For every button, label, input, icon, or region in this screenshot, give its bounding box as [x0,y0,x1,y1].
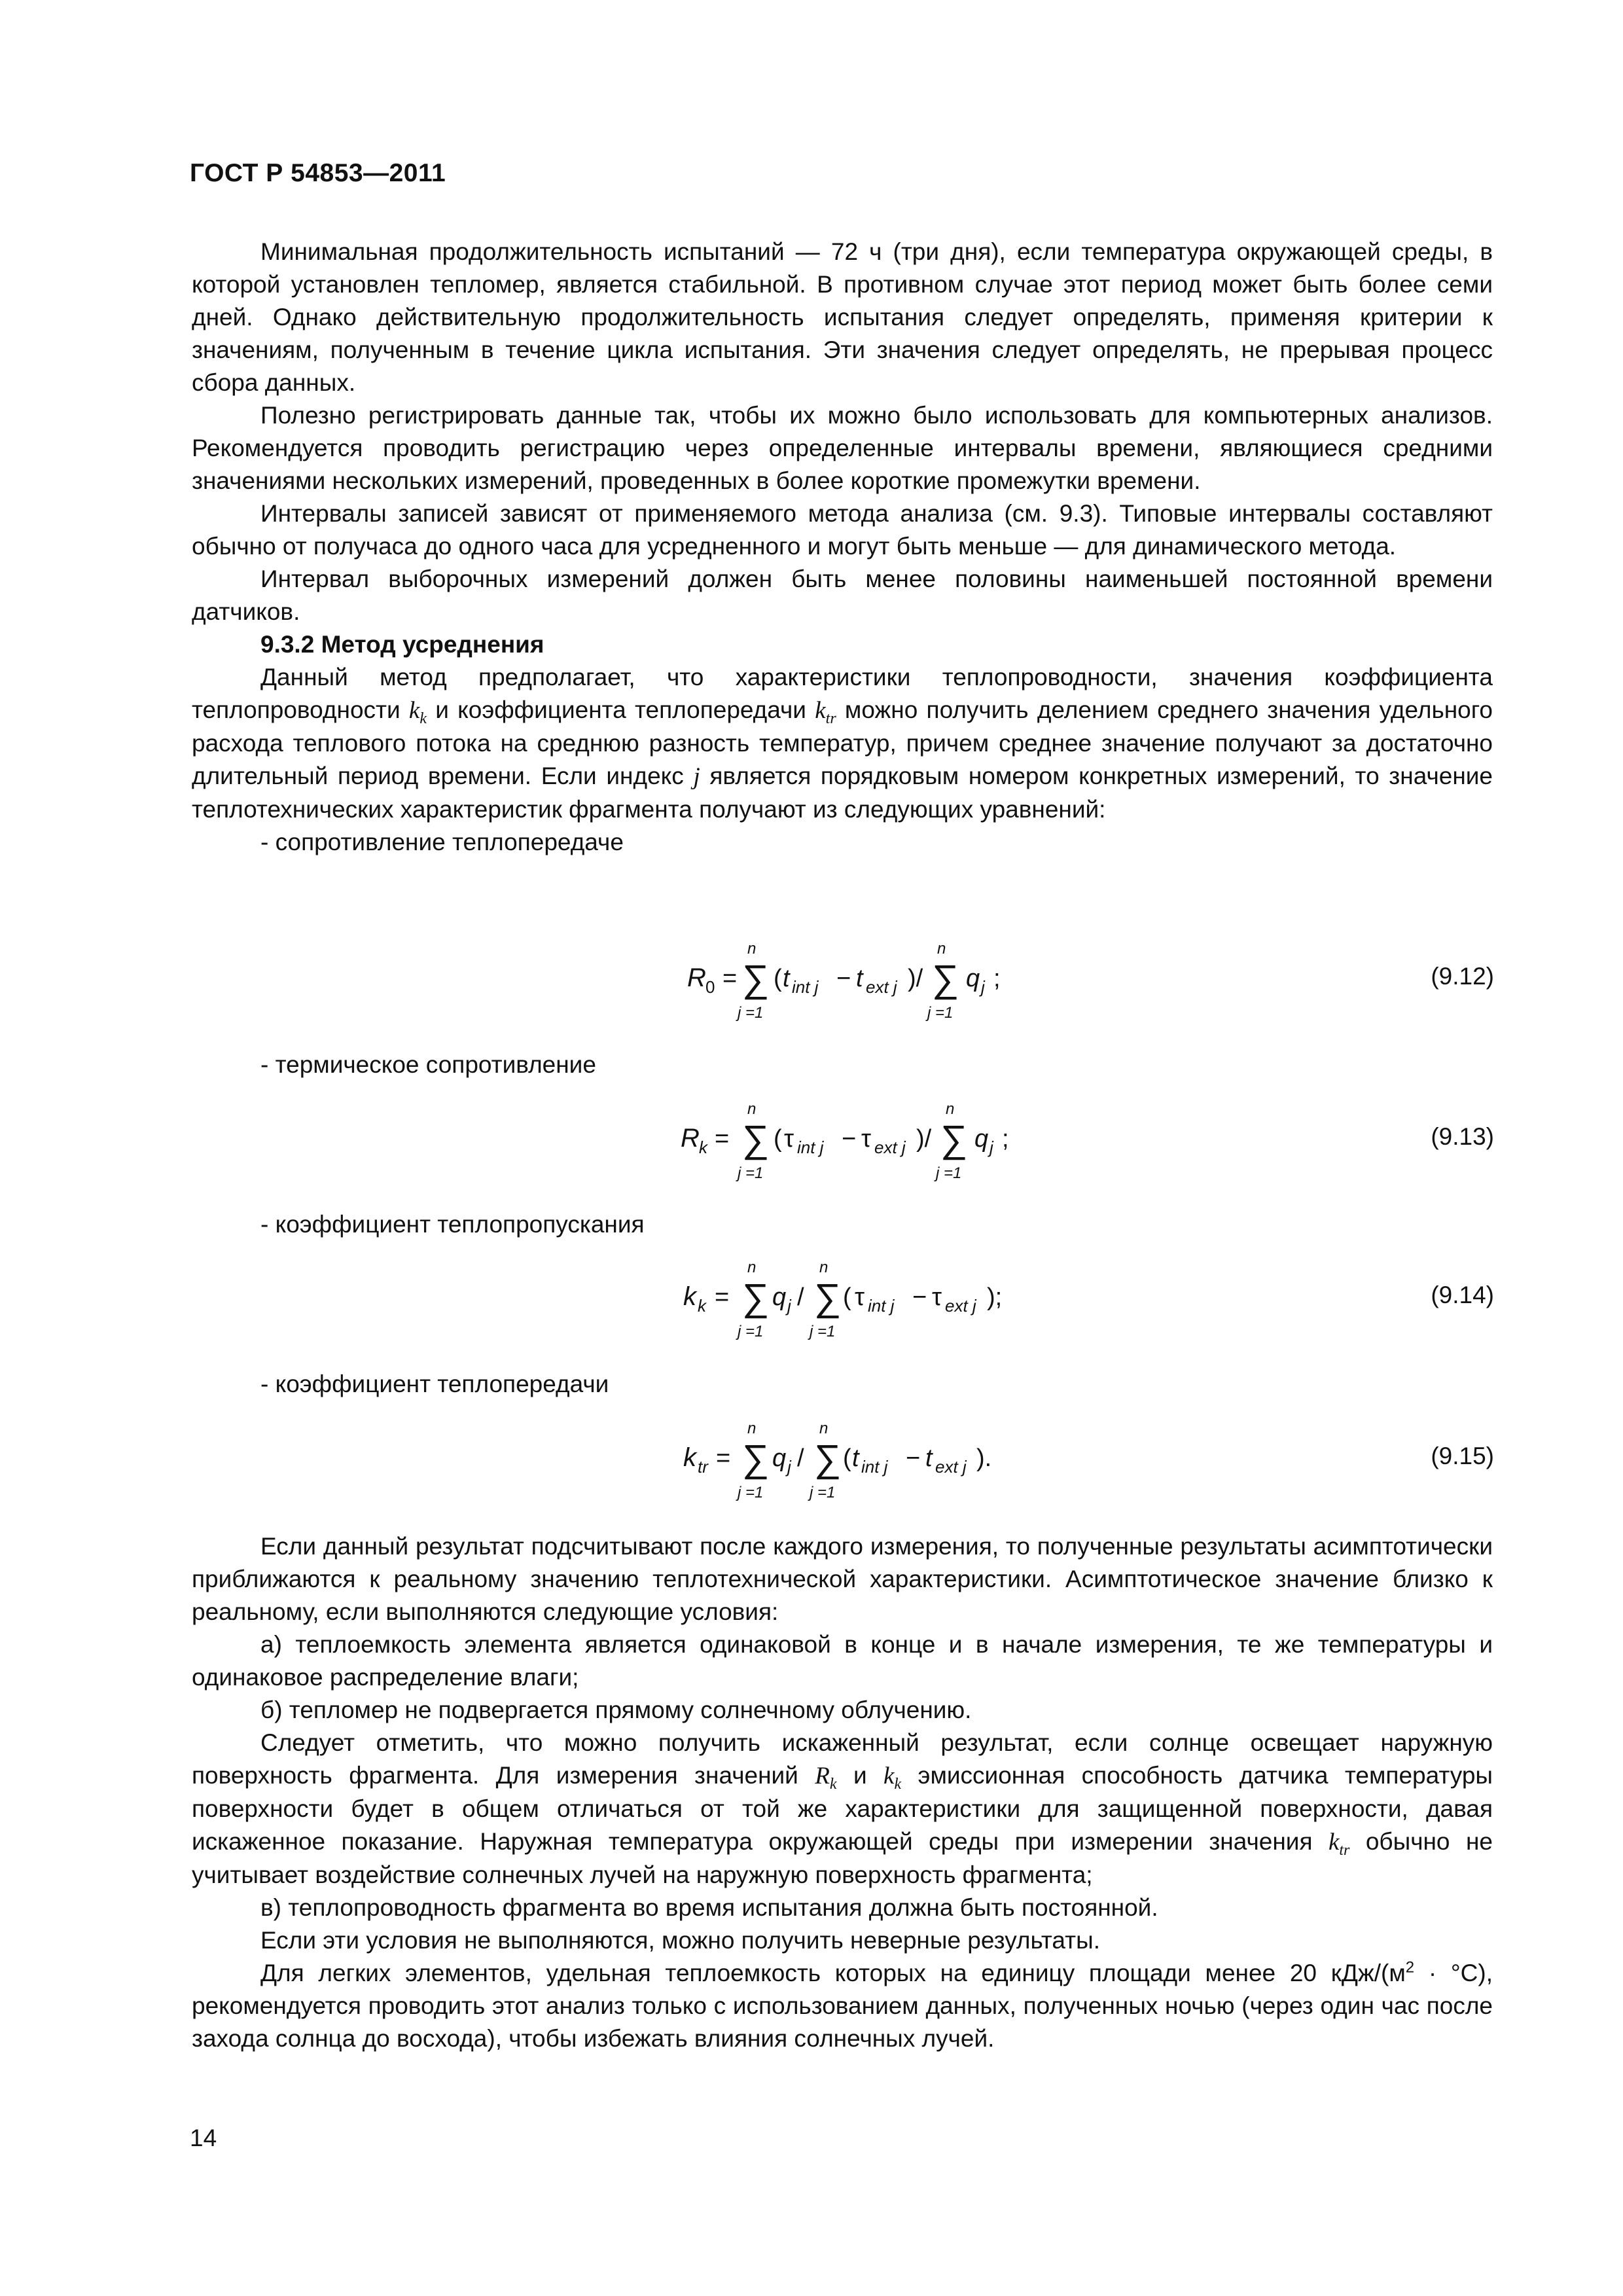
svg-text:/: / [797,1283,804,1311]
label-heat-transfer-coefficient: - коэффициент теплопередачи [260,1371,609,1397]
equation-9-15-svg [674,1419,1145,1504]
page-number: 14 [190,2125,217,2151]
svg-text:)/: )/ [908,965,923,992]
svg-text:∑: ∑ [932,958,959,1000]
svg-text:)/: )/ [916,1125,932,1153]
paragraph-condition-b: б) тепломер не подвергается прямому солнечному облучению. [260,1696,972,1723]
svg-text:j: j [990,1138,993,1157]
svg-text:tr: tr [698,1457,708,1477]
svg-text:q: q [966,965,980,992]
svg-text:τ: τ [855,1283,865,1311]
paragraph-record-intervals: Интервалы записей зависят от применяемого метода анализа (см. 9.3). Типовые интервалы составляют обычно от получаса до одного часа для усредненного и могут быть меньше — для динамического метода. [192,500,1493,560]
equation-number-9-14: (9.14) [1431,1282,1494,1308]
sigma-icon: ∑ [742,958,770,1000]
paragraph-wrong-results: Если эти условия не выполняются, можно получить неверные результаты. [260,1927,1100,1954]
svg-text:n: n [747,1100,757,1118]
svg-text:t: t [852,1444,859,1472]
paragraph-data-recording: Полезно регистрировать данные так, чтобы их можно было использовать для компьютерных анализов. Рекомендуется проводить регистрацию через определенные интервалы времени, являющиеся средними значениями нескольких измерений, проведенных в более короткие промежутки времени. [192,402,1493,494]
svg-text:=: = [715,1283,730,1311]
intro-text-block [192,236,1493,859]
svg-text:q: q [772,1444,787,1472]
svg-text:(: ( [774,1125,782,1153]
svg-text:j: j [787,1296,791,1316]
svg-text:;: ; [993,965,1001,992]
svg-text:j =1: j =1 [810,1323,836,1340]
svg-text:j =1: j =1 [738,1484,764,1501]
equation-number-9-15: (9.15) [1431,1443,1494,1469]
svg-text:ext j: ext j [866,977,897,997]
svg-text:=: = [716,1444,731,1472]
svg-text:j =1: j =1 [738,1164,764,1182]
svg-text:n: n [747,1259,757,1276]
svg-text:j: j [787,1457,791,1477]
svg-text:ext j: ext j [935,1457,967,1477]
svg-text:j =1: j =1 [810,1484,836,1501]
paragraph-condition-c: в) теплопроводность фрагмента во время испытания должна быть постоянной. [260,1894,1158,1921]
paragraph-asymptotic-result: Если данный результат подсчитывают после каждого измерения, то полученные результаты асимптотически приближаются к реальному значению теплотехнической характеристики. Асимптотическое значение близко к реальному, если выполняются следующие условия: [192,1533,1493,1625]
eq-lhs-sub: 0 [705,977,715,997]
svg-text:j =1: j =1 [936,1164,962,1182]
paragraph-test-duration: Минимальная продолжительность испытаний — 72 ч (три дня), если температура окружающей среды, в которой установлен тепломер, является стабильной. В противном случае этот период может быть более семи дней. Однако действительную продолжительность испытания следует определять, применяя критерии к значениям, полученным в течение цикла испытания. Эти значения следует определять, не прерывая процесс сбора данных. [192,238,1493,396]
svg-text:(: ( [774,965,782,992]
svg-text:n: n [819,1420,829,1437]
svg-text:τ: τ [861,1125,872,1153]
svg-text:−: − [906,1444,921,1472]
svg-text:/: / [797,1444,804,1472]
label-heat-transfer-coefficient-block [192,1368,1493,1401]
svg-text:ext j: ext j [874,1138,906,1157]
equation-9-14 [674,1258,1145,1343]
svg-text:n: n [946,1100,955,1118]
document-code-header: ГОСТ Р 54853—2011 [190,159,446,187]
label-heat-transmittance-coefficient: - коэффициент теплопропускания [260,1211,645,1238]
label-transmittance-block [192,1208,1493,1241]
svg-text:).: ). [976,1444,992,1472]
paragraph-sampling-interval: Интервал выборочных измерений должен быть менее половины наименьшей постоянной времени датчиков. [192,565,1493,625]
equation-9-14-svg [674,1258,1145,1343]
svg-text:int j: int j [861,1457,888,1477]
svg-text:−: − [842,1125,857,1153]
svg-text:=: = [715,1125,730,1153]
eq-sum-bottom: j =1 [738,1004,764,1022]
svg-text:τ: τ [932,1283,942,1311]
equation-9-13 [674,1100,1145,1185]
svg-text:(: ( [843,1283,851,1311]
svg-text:∑: ∑ [742,1118,770,1160]
equation-number-9-13: (9.13) [1431,1123,1494,1150]
svg-text:∑: ∑ [940,1118,968,1160]
svg-text:k: k [698,1296,706,1316]
equation-9-12 [674,939,1145,1024]
svg-text:ext j: ext j [945,1296,976,1316]
svg-text:k: k [699,1138,707,1157]
svg-text:int j: int j [792,977,819,997]
paragraph-condition-a: а) теплоемкость элемента является одинаковой в конце и в начале измерения, те же температуры и одинаковое распределение влаги; [192,1631,1493,1691]
equation-9-13-svg [674,1100,1145,1185]
section-heading-averaging-method: 9.3.2 Метод усреднения [260,631,544,658]
svg-text:;: ; [1002,1125,1009,1153]
svg-text:);: ); [987,1283,1003,1311]
equation-number-9-12: (9.12) [1431,963,1494,990]
equation-9-12-svg [674,939,1145,1024]
svg-text:int j: int j [797,1138,824,1157]
svg-text:q: q [772,1283,787,1311]
svg-text:t: t [856,965,863,992]
svg-text:n: n [747,1420,757,1437]
svg-text:τ: τ [784,1125,794,1153]
paragraph-solar-distortion: Следует отметить, что можно получить искаженный результат, если солнце освещает наружную поверхность фрагмента. Для измерения значений $R_k$ и $k_k$ эмиссионная способность датчика температуры поверхности будет в общем отличаться от той же характеристики для защищенной поверхности, давая искаженное показание. Наружная температура окружающей среды при измерении значения $k_{tr}$ обычно не учитывает воздействие солнечных лучей на наружную поверхность фрагмента; [192,1729,1493,1888]
svg-text:−: − [912,1283,927,1311]
svg-text:j =1: j =1 [738,1323,764,1340]
svg-text:∑: ∑ [814,1437,842,1480]
svg-text:∑: ∑ [742,1437,770,1480]
svg-text:k: k [683,1443,696,1472]
paragraph-light-elements: Для легких элементов, удельная теплоемкость которых на единицу площади менее 20 кДж/$(м^2 \cdot ^\circ С)$, рекомендуется проводить этот анализ только с использованием данных, полученных ночью (через один час после захода солнца до восхода), чтобы избежать влияния солнечных лучей. [192,1958,1493,2052]
svg-text:n: n [937,940,946,958]
eq-lhs: R [687,963,706,992]
svg-text:int j: int j [868,1296,895,1316]
paragraph-averaging-method: Данный метод предполагает, что характеристики теплопроводности, значения коэффициента теплопроводности $k_k$ и коэффициента теплопередачи $k_{tr}$ можно получить делением среднего значения удельного расхода теплового потока на среднюю разность температур, причем среднее значение получают за достаточно длительный период времени. Если индекс j является порядковым номером конкретных измерений, то значение теплотехнических характеристик фрагмента получают из следующих уравнений: [192,664,1493,823]
svg-text:−: − [836,965,851,992]
svg-text:(: ( [843,1444,851,1472]
label-thermal-resistance-block [192,1049,1493,1081]
svg-text:=: = [722,965,738,992]
svg-text:q: q [974,1125,989,1153]
svg-text:j: j [981,977,985,997]
equation-9-15 [674,1419,1145,1504]
svg-text:k: k [683,1282,696,1311]
label-heat-transfer-resistance: - сопротивление теплопередаче [260,829,624,855]
label-thermal-resistance: - термическое сопротивление [260,1051,596,1078]
svg-text:n: n [819,1259,829,1276]
svg-text:t: t [925,1444,933,1472]
svg-text:R: R [681,1124,700,1153]
svg-text:∑: ∑ [814,1276,842,1319]
eq-sum-top: n [747,940,757,958]
conditions-text-block [192,1530,1493,2055]
svg-text:j =1: j =1 [927,1004,954,1022]
svg-text:∑: ∑ [742,1276,770,1319]
svg-text:t: t [783,965,790,992]
